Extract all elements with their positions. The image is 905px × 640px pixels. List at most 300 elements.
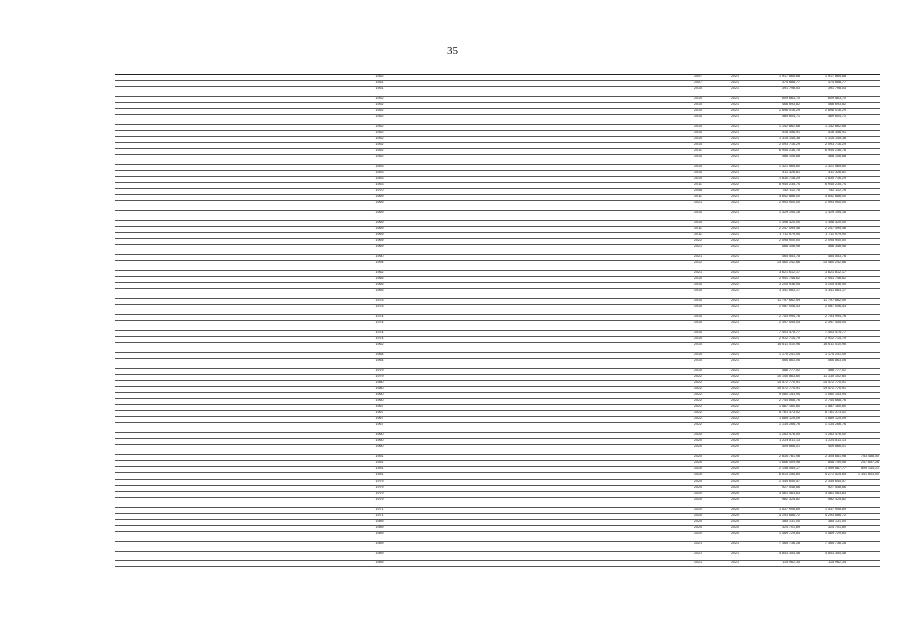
build-year-cell: 1960	[375, 433, 384, 437]
cost-budget-cell: 1 537 908,69	[825, 507, 846, 511]
cost-total-cell: 3 461 463,83	[779, 491, 800, 495]
plan-year-cell: 2021	[694, 201, 702, 205]
cost-total-cell: 464 553,78	[782, 255, 800, 259]
build-year-cell: 1994	[375, 261, 384, 265]
build-year-cell: 1964	[375, 353, 384, 357]
cost-total-cell: 566 863,06	[782, 359, 800, 363]
completion-year-cell: 2021	[731, 315, 739, 319]
cost-budget-cell: 2 345 645,57	[825, 479, 846, 483]
plan-year-cell: 2010	[694, 305, 702, 309]
cost-budget-cell: 2 247 499,46	[825, 227, 846, 231]
plan-year-cell: 2010	[694, 359, 702, 363]
completion-year-cell: 2021	[731, 299, 739, 303]
plan-year-cell: 2022	[694, 393, 702, 397]
build-year-cell: 1969	[375, 195, 384, 199]
completion-year-cell: 2022	[731, 289, 739, 293]
completion-year-cell: 2020	[731, 479, 739, 483]
build-year-cell: 1989	[375, 551, 384, 555]
completion-year-cell: 2022	[731, 417, 739, 421]
cost-budget-cell: 3 621 612,17	[825, 271, 846, 275]
cost-budget-cell: 1 830 716,29	[825, 177, 846, 181]
build-year-cell: 1975	[375, 305, 384, 309]
build-year-cell: 1952	[375, 103, 384, 107]
build-year-cell: 1960	[375, 445, 384, 449]
build-year-cell: 1951	[375, 455, 384, 459]
build-year-cell: 1964	[375, 359, 384, 363]
cost-budget-cell: 1 321 565,60	[825, 165, 846, 169]
plan-year-cell: 2021	[694, 541, 702, 545]
completion-year-cell: 2022	[731, 239, 739, 243]
table-row	[115, 87, 880, 97]
build-year-cell: 1951	[375, 81, 384, 85]
cost-budget-cell: 409 866,01	[828, 445, 846, 449]
completion-year-cell: 2021	[731, 271, 739, 275]
cost-budget-cell: 5 271 525,65	[825, 473, 846, 477]
cost-budget-cell: 752 112,76	[828, 189, 846, 193]
cost-total-cell: 1 711 979,94	[779, 233, 800, 237]
completion-year-cell: 2021	[731, 96, 739, 100]
completion-year-cell: 2020	[731, 491, 739, 495]
table-row	[115, 542, 880, 552]
build-year-cell: 1974	[375, 321, 384, 325]
plan-year-cell: 2010	[694, 177, 702, 181]
completion-year-cell: 2021	[731, 109, 739, 113]
completion-year-cell: 2020	[731, 513, 739, 517]
cost-total-cell: 1 315 145,38	[779, 137, 800, 141]
completion-year-cell: 2021	[731, 115, 739, 119]
build-year-cell: 1951	[375, 461, 384, 465]
build-year-cell: 1989	[375, 561, 384, 565]
plan-year-cell: 2010	[694, 103, 702, 107]
cost-budget-cell: 1 175 241,05	[825, 353, 846, 357]
completion-year-cell: 2021	[731, 87, 739, 91]
table-row	[115, 359, 880, 369]
build-year-cell: 1952	[375, 75, 384, 78]
build-year-cell: 1950	[375, 255, 384, 259]
plan-year-cell: 2010	[694, 277, 702, 281]
plan-year-cell: 2020	[694, 513, 702, 517]
cost-budget-cell: 391 798,53	[828, 87, 846, 91]
cost-budget-cell: 1 711 979,94	[825, 233, 846, 237]
plan-year-cell: 2020	[694, 473, 702, 477]
completion-year-cell: 2021	[731, 155, 739, 159]
plan-year-cell: 2021	[694, 255, 702, 259]
cost-total-cell: 1 135 266,76	[779, 423, 800, 427]
cost-total-cell: 14 460 242,86	[777, 261, 800, 265]
cost-budget-cell: 609 863,70	[828, 96, 846, 100]
build-year-cell: 1980	[375, 387, 384, 391]
build-year-cell: 1962	[375, 343, 384, 347]
completion-year-cell: 2020	[731, 189, 739, 193]
completion-year-cell: 2021	[731, 561, 739, 565]
completion-year-cell: 2022	[731, 375, 739, 379]
cost-total-cell: 8 761 373,02	[779, 411, 800, 415]
build-year-cell: 1967	[375, 423, 384, 427]
plan-year-cell: 2022	[694, 423, 702, 427]
cost-total-cell: 4 843 354,48	[779, 551, 800, 555]
build-year-cell: 1965	[375, 289, 384, 293]
plan-year-cell: 2020	[694, 485, 702, 489]
cost-budget-cell: 3 205 936,95	[825, 283, 846, 287]
cost-total-cell: 2 941 748,62	[779, 277, 800, 281]
completion-year-cell: 2022	[731, 393, 739, 397]
completion-year-cell: 2020	[731, 525, 739, 529]
plan-year-cell: 2022	[694, 375, 702, 379]
plan-year-cell: 2007	[694, 75, 702, 78]
cost-total-cell: 418 356,91	[782, 131, 800, 135]
cost-budget-cell: 1 917 865,68	[825, 75, 846, 78]
plan-year-cell: 2010	[694, 211, 702, 215]
build-year-cell: 1989	[375, 525, 384, 529]
cost-total-cell: 2 087 006,43	[779, 305, 800, 309]
build-year-cell: 1974	[375, 315, 384, 319]
build-year-cell: 1969	[375, 233, 384, 237]
cost-budget-cell: 11 797 662,59	[823, 299, 846, 303]
cost-budget-cell: 1 689 125,09	[825, 417, 846, 421]
plan-year-cell: 2010	[694, 115, 702, 119]
table-row	[115, 561, 880, 567]
plan-year-cell: 2010	[694, 221, 702, 225]
completion-year-cell: 2021	[731, 343, 739, 347]
cost-total-cell: 7 403 475,77	[779, 331, 800, 335]
cost-budget-cell: 2 941 748,62	[825, 277, 846, 281]
cost-total-cell: 7 365 736,28	[779, 541, 800, 545]
plan-year-cell: 2008	[694, 189, 702, 193]
build-year-cell: 1979	[375, 375, 384, 379]
cost-budget-cell: 7 365 736,28	[825, 541, 846, 545]
plan-year-cell: 2021	[694, 245, 702, 249]
plan-year-cell: 2020	[694, 461, 702, 465]
cost-budget-cell: 858 759,98	[828, 461, 846, 465]
cost-budget-cell: 566 863,06	[828, 359, 846, 363]
build-year-cell: 1952	[375, 96, 384, 100]
cost-total-cell: 469 604,71	[782, 115, 800, 119]
cost-total-cell: 391 798,53	[782, 87, 800, 91]
completion-year-cell: 2021	[731, 541, 739, 545]
build-year-cell: 1953	[375, 165, 384, 169]
cost-budget-cell: 1 499 887,77	[825, 467, 846, 471]
cost-total-cell: 982 325,82	[782, 497, 800, 501]
build-year-cell: 1979	[375, 497, 384, 501]
completion-year-cell: 2022	[731, 423, 739, 427]
completion-year-cell: 2021	[731, 81, 739, 85]
plan-year-cell: 2020	[694, 479, 702, 483]
completion-year-cell: 2021	[731, 221, 739, 225]
cost-total-cell: 374 688,77	[782, 81, 800, 85]
completion-year-cell: 2020	[731, 433, 739, 437]
plan-year-cell: 2010	[694, 109, 702, 113]
completion-year-cell: 2020	[731, 467, 739, 471]
table-row	[115, 289, 880, 299]
cost-total-cell: 411 326,81	[782, 171, 800, 175]
build-year-cell: 1979	[375, 491, 384, 495]
cost-budget-cell: 1 060 153,94	[825, 393, 846, 397]
cost-budget-cell: 2 744 668,76	[825, 399, 846, 403]
plan-year-cell: 2020	[694, 491, 702, 495]
cost-budget-cell: 2 087 006,43	[825, 305, 846, 309]
completion-year-cell: 2021	[731, 359, 739, 363]
completion-year-cell: 2021	[731, 165, 739, 169]
cost-total-cell: 1 830 716,29	[779, 177, 800, 181]
cost-total-cell: 115 962,34	[782, 561, 800, 565]
cost-total-cell: 2 095 900,00	[779, 239, 800, 243]
cost-total-cell: 2 093 716,29	[779, 143, 800, 147]
cost-total-cell: 2 835 781,98	[779, 455, 800, 459]
cost-total-cell: 2 247 499,46	[779, 227, 800, 231]
plan-year-cell: 2022	[694, 417, 702, 421]
build-year-cell: 1980	[375, 381, 384, 385]
completion-year-cell: 2021	[731, 233, 739, 237]
completion-year-cell: 2020	[731, 445, 739, 449]
table-row	[115, 343, 880, 353]
table-row	[115, 245, 880, 255]
completion-year-cell: 2021	[731, 353, 739, 357]
plan-year-cell: 2010	[694, 337, 702, 341]
cost-budget-cell: 1 469 729,84	[825, 531, 846, 535]
cost-budget-cell: 4 843 354,48	[825, 551, 846, 555]
cost-budget-cell: 4 293 686,72	[825, 513, 846, 517]
cost-total-cell: 1 666 409,98	[779, 461, 800, 465]
plan-year-cell: 2010	[694, 131, 702, 135]
build-year-cell: 1989	[375, 519, 384, 523]
completion-year-cell: 2021	[731, 131, 739, 135]
plan-year-cell: 2010	[694, 369, 702, 373]
table-row	[115, 445, 880, 455]
cost-budget-cell: 1 263 476,00	[825, 433, 846, 437]
completion-year-cell: 2020	[731, 455, 739, 459]
page-number: 35	[447, 45, 458, 57]
completion-year-cell: 2022	[731, 149, 739, 153]
build-year-cell: 1953	[375, 177, 384, 181]
build-year-cell: 1951	[375, 473, 384, 477]
completion-year-cell: 2021	[731, 137, 739, 141]
table-row	[115, 552, 880, 562]
cost-total-cell: 2 912 714,79	[779, 337, 800, 341]
plan-year-cell: 2020	[694, 497, 702, 501]
build-year-cell: 1971	[375, 507, 384, 511]
build-year-cell: 1979	[375, 485, 384, 489]
plan-year-cell: 2010	[694, 165, 702, 169]
completion-year-cell: 2021	[731, 103, 739, 107]
build-year-cell: 1989	[375, 531, 384, 535]
cost-budget-cell: 982 325,82	[828, 497, 846, 501]
build-year-cell: 1967	[375, 411, 384, 415]
plan-year-cell: 2022	[694, 405, 702, 409]
cost-total-cell: 3 621 612,17	[779, 271, 800, 275]
cost-budget-cell: 411 326,81	[828, 171, 846, 175]
cost-total-cell: 1 175 241,05	[779, 353, 800, 357]
build-year-cell: 1965	[375, 277, 384, 281]
build-year-cell: 1952	[375, 131, 384, 135]
cost-budget-cell: 16 611 410,96	[823, 343, 846, 347]
cost-budget-cell: 4 642 888,00	[825, 195, 846, 199]
completion-year-cell: 2020	[731, 439, 739, 443]
cost-budget-cell: 1 587 160,60	[825, 405, 846, 409]
cost-budget-cell: 7 403 475,77	[825, 331, 846, 335]
build-year-cell: 1960	[375, 399, 384, 403]
cost-budget-cell: 6 945 235,74	[825, 183, 846, 187]
cost-budget-cell: 8 761 373,02	[825, 411, 846, 415]
build-year-cell: 1953	[375, 171, 384, 175]
cost-total-cell: 6 945 235,74	[779, 183, 800, 187]
cost-total-cell: 9 060 153,94	[779, 393, 800, 397]
build-year-cell: 1969	[375, 221, 384, 225]
build-year-cell: 1952	[375, 125, 384, 129]
build-year-cell: 1967	[375, 405, 384, 409]
build-year-cell: 1969	[375, 211, 384, 215]
completion-year-cell: 2021	[731, 177, 739, 181]
build-year-cell: 1953	[375, 183, 384, 187]
completion-year-cell: 2021	[731, 125, 739, 129]
cost-total-cell: 11 797 662,59	[777, 299, 800, 303]
build-year-cell: 1960	[375, 439, 384, 443]
plan-year-cell: 2010	[694, 143, 702, 147]
build-year-cell: 1965	[375, 283, 384, 287]
plan-year-cell: 2021	[694, 551, 702, 555]
completion-year-cell: 2021	[731, 75, 739, 78]
build-year-cell: 1951	[375, 87, 384, 91]
cost-total-cell: 324 701,89	[782, 525, 800, 529]
build-year-cell: 1962	[375, 271, 384, 275]
plan-year-cell: 2010	[694, 96, 702, 100]
plan-year-cell: 2022	[694, 239, 702, 243]
completion-year-cell: 2021	[731, 305, 739, 309]
cost-budget-cell: 14 572 770,91	[823, 381, 846, 385]
plan-year-cell: 2020	[694, 439, 702, 443]
cost-budget-cell: 2 993 900,00	[825, 201, 846, 205]
cost-budget-cell: 566 358,98	[828, 245, 846, 249]
cost-budget-cell: 324 701,89	[828, 525, 846, 529]
cost-total-cell: 409 866,01	[782, 445, 800, 449]
cost-budget-cell: 1 224 811,13	[825, 439, 846, 443]
cost-budget-cell: 2 397 445,04	[825, 321, 846, 325]
build-year-cell: 1969	[375, 239, 384, 243]
cost-total-cell: 16 611 410,96	[777, 343, 800, 347]
cost-total-cell: 2 345 645,57	[779, 479, 800, 483]
cost-extra-cell: 899 144,21	[861, 467, 879, 471]
cost-budget-cell: 2 912 714,79	[825, 337, 846, 341]
cost-total-cell: 2 397 445,04	[779, 321, 800, 325]
cost-budget-cell: 464 553,78	[828, 255, 846, 259]
cost-total-cell: 466 693,82	[782, 103, 800, 107]
cost-total-cell: 1 263 476,00	[779, 433, 800, 437]
completion-year-cell: 2021	[731, 245, 739, 249]
plan-year-cell: 2010	[694, 289, 702, 293]
cost-budget-cell: 466 693,82	[828, 103, 846, 107]
completion-year-cell: 2021	[731, 143, 739, 147]
cost-budget-cell: 1 329 195,16	[825, 211, 846, 215]
completion-year-cell: 2022	[731, 183, 739, 187]
cost-budget-cell: 3 341 683,17	[825, 289, 846, 293]
build-year-cell: 1975	[375, 299, 384, 303]
completion-year-cell: 2022	[731, 411, 739, 415]
build-year-cell: 1960	[375, 393, 384, 397]
plan-year-cell: 2010	[694, 315, 702, 319]
cost-total-cell: 2 744 668,76	[779, 399, 800, 403]
plan-year-cell: 2010	[694, 87, 702, 91]
plan-year-cell: 2022	[694, 399, 702, 403]
cost-budget-cell: 927 548,66	[828, 485, 846, 489]
completion-year-cell: 2020	[731, 497, 739, 501]
cost-total-cell: 752 112,76	[782, 189, 800, 193]
build-year-cell: 1974	[375, 337, 384, 341]
build-year-cell: 1967	[375, 417, 384, 421]
cost-total-cell: 566 358,98	[782, 245, 800, 249]
works-table	[115, 74, 880, 635]
cost-total-cell: 14 572 770,91	[777, 381, 800, 385]
plan-year-cell: 2007	[694, 81, 702, 85]
cost-total-cell: 6 945 236,78	[779, 149, 800, 153]
cost-total-cell: 1 224 811,13	[779, 439, 800, 443]
build-year-cell: 1979	[375, 369, 384, 373]
cost-budget-cell: 19 572 770,91	[823, 387, 846, 391]
plan-year-cell: 2010	[694, 125, 702, 129]
cost-total-cell: 609 863,70	[782, 96, 800, 100]
plan-year-cell: 2022	[694, 387, 702, 391]
cost-total-cell: 6 613 255,84	[779, 473, 800, 477]
cost-budget-cell: 6 945 236,78	[825, 149, 846, 153]
plan-year-cell: 2011	[694, 195, 702, 199]
plan-year-cell: 2020	[694, 531, 702, 535]
cost-total-cell: 3 205 936,95	[779, 283, 800, 287]
completion-year-cell: 2021	[731, 195, 739, 199]
completion-year-cell: 2020	[731, 485, 739, 489]
cost-budget-cell: 2 753 994,76	[825, 315, 846, 319]
cost-total-cell: 2 753 994,76	[779, 315, 800, 319]
cost-budget-cell: 1 315 145,38	[825, 137, 846, 141]
plan-year-cell: 2010	[694, 299, 702, 303]
completion-year-cell: 2020	[731, 473, 739, 477]
cost-extra-cell: 247 857,26	[861, 461, 879, 465]
completion-year-cell: 2021	[731, 211, 739, 215]
completion-year-cell: 2021	[731, 171, 739, 175]
table-row	[115, 498, 880, 508]
build-year-cell: 1969	[375, 245, 384, 249]
completion-year-cell: 2021	[731, 201, 739, 205]
build-year-cell: 1952	[375, 137, 384, 141]
plan-year-cell: 2011	[694, 149, 702, 153]
build-year-cell: 1969	[375, 201, 384, 205]
cost-budget-cell: 115 962,34	[828, 561, 846, 565]
cost-budget-cell: 2 095 900,00	[825, 239, 846, 243]
plan-year-cell: 2010	[694, 283, 702, 287]
cost-total-cell: 385 131,00	[782, 519, 800, 523]
table-row	[115, 201, 880, 211]
plan-year-cell: 2010	[694, 331, 702, 335]
cost-total-cell: 1 398 320,00	[779, 221, 800, 225]
cost-total-cell: 488 777,02	[782, 369, 800, 373]
cost-total-cell: 468 106,68	[782, 155, 800, 159]
cost-total-cell: 1 689 125,09	[779, 417, 800, 421]
plan-year-cell: 2020	[694, 507, 702, 511]
plan-year-cell: 2010	[694, 353, 702, 357]
completion-year-cell: 2021	[731, 227, 739, 231]
cost-total-cell: 3 341 683,17	[779, 289, 800, 293]
plan-year-cell: 2011	[694, 233, 702, 237]
cost-budget-cell: 11 130 102,60	[823, 375, 846, 379]
completion-year-cell: 2021	[731, 321, 739, 325]
completion-year-cell: 2021	[731, 551, 739, 555]
cost-budget-cell: 1 135 266,76	[825, 423, 846, 427]
plan-year-cell: 2020	[694, 467, 702, 471]
cost-total-cell: 19 572 770,91	[777, 387, 800, 391]
plan-year-cell: 2021	[694, 271, 702, 275]
cost-total-cell: 1 917 865,68	[779, 75, 800, 78]
cost-total-cell: 4 642 888,00	[779, 195, 800, 199]
cost-budget-cell: 469 604,71	[828, 115, 846, 119]
cost-total-cell: 1 329 195,16	[779, 211, 800, 215]
build-year-cell: 1989	[375, 541, 384, 545]
